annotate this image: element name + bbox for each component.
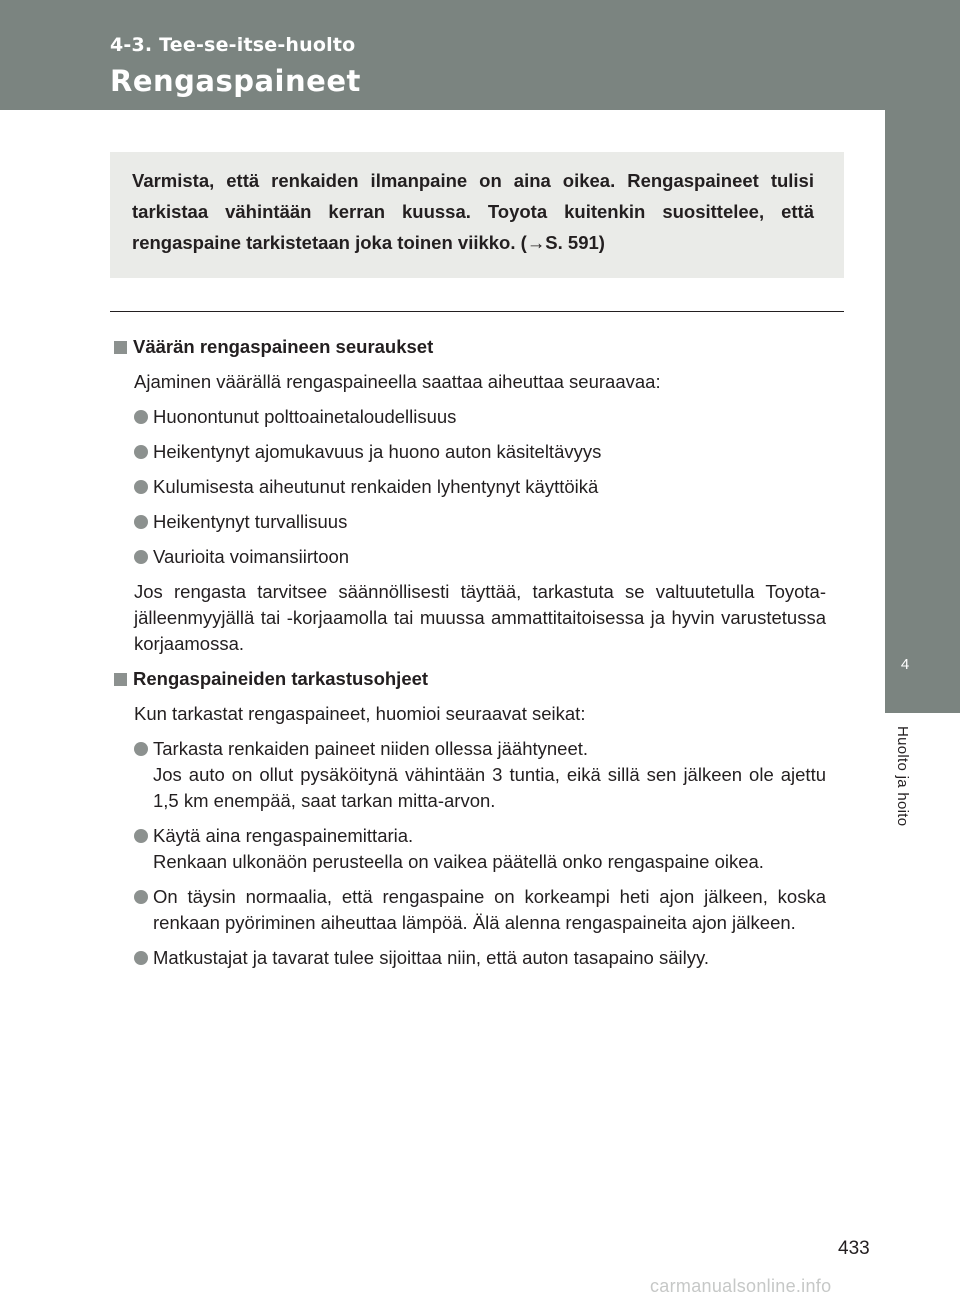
list-item <box>134 736 826 814</box>
list-item <box>134 945 826 971</box>
section-note: Jos rengasta tarvitsee säännöllisesti täyttää, tarkastuta se valtuutetulla Toyota-jälleenmyyjällä tai -korjaamolla tai muussa ammattitaitoisessa ja hyvin varustetussa korjaamossa. <box>134 581 826 654</box>
bullet-icon <box>134 515 148 529</box>
list-item <box>134 544 826 570</box>
side-tab <box>885 110 960 620</box>
list-item <box>134 474 826 500</box>
section-lead: Kun tarkastat rengaspaineet, huomioi seuraavat seikat: <box>134 703 586 724</box>
section-heading <box>114 666 826 692</box>
section-heading-text: Väärän rengaspaineen seuraukset <box>133 336 434 357</box>
list-item-text: Kulumisesta aiheutunut renkaiden lyhentynyt käyttöikä <box>153 476 599 497</box>
list-item <box>134 823 826 875</box>
bullet-icon <box>134 550 148 564</box>
list-item-text: Käytä aina rengaspainemittaria. <box>153 825 414 846</box>
list-item <box>134 404 826 430</box>
list-item-text: Huonontunut polttoainetaloudellisuus <box>153 406 457 427</box>
bullet-icon <box>134 951 148 965</box>
list-item <box>134 439 826 465</box>
bullet-icon <box>134 445 148 459</box>
intro-box <box>110 152 844 278</box>
bullet-icon <box>134 742 148 756</box>
page-title: Rengaspaineet <box>110 64 361 98</box>
section-heading <box>114 334 826 360</box>
list-item-text: On täysin normaalia, että rengaspaine on korkeampi heti ajon jälkeen, koska renkaan pyöriminen aiheuttaa lämpöä. Älä alenna rengaspaineita ajon jälkeen. <box>153 886 826 933</box>
square-bullet-icon <box>114 673 127 686</box>
list-item-text: Matkustajat ja tavarat tulee sijoittaa niin, että auton tasapaino säilyy. <box>153 947 710 968</box>
list-item <box>134 884 826 936</box>
list-item-text: Heikentynyt ajomukavuus ja huono auton käsiteltävyys <box>153 441 602 462</box>
square-bullet-icon <box>114 341 127 354</box>
content <box>114 334 826 980</box>
watermark: carmanualsonline.info <box>650 1276 832 1296</box>
bullet-icon <box>134 829 148 843</box>
list-item-text: Tarkasta renkaiden paineet niiden ollessa jäähtyneet. <box>153 738 589 759</box>
divider <box>110 311 844 312</box>
section-label: 4-3. Tee-se-itse-huolto <box>110 34 356 56</box>
chapter-title: Huolto ja hoito <box>894 726 911 827</box>
bullet-icon <box>134 480 148 494</box>
chapter-number: 4 <box>900 656 910 673</box>
intro-text: Varmista, että renkaiden ilmanpaine on aina oikea. Rengaspaineet tulisi tarkistaa vähintään kerran kuussa. Toyota kuitenkin suosittelee, että rengaspaine tarkistetaan joka toinen viikko. (→S. 591) <box>132 170 814 253</box>
list-item-detail: Renkaan ulkonäön perusteella on vaikea päätellä onko rengaspaine oikea. <box>153 851 764 872</box>
page-number: 433 <box>838 1238 870 1259</box>
section-heading-text: Rengaspaineiden tarkastusohjeet <box>133 668 429 689</box>
bullet-icon <box>134 890 148 904</box>
list-item-text: Heikentynyt turvallisuus <box>153 511 348 532</box>
section-lead: Ajaminen väärällä rengaspaineella saattaa aiheuttaa seuraavaa: <box>134 371 661 392</box>
list-item-detail: Jos auto on ollut pysäköitynä vähintään 3 tuntia, eikä sillä sen jälkeen ole ajettu 1,5 km enempää, saat tarkan mitta-arvon. <box>153 764 826 811</box>
bullet-icon <box>134 410 148 424</box>
list-item-text: Vaurioita voimansiirtoon <box>153 546 350 567</box>
list-item <box>134 509 826 535</box>
